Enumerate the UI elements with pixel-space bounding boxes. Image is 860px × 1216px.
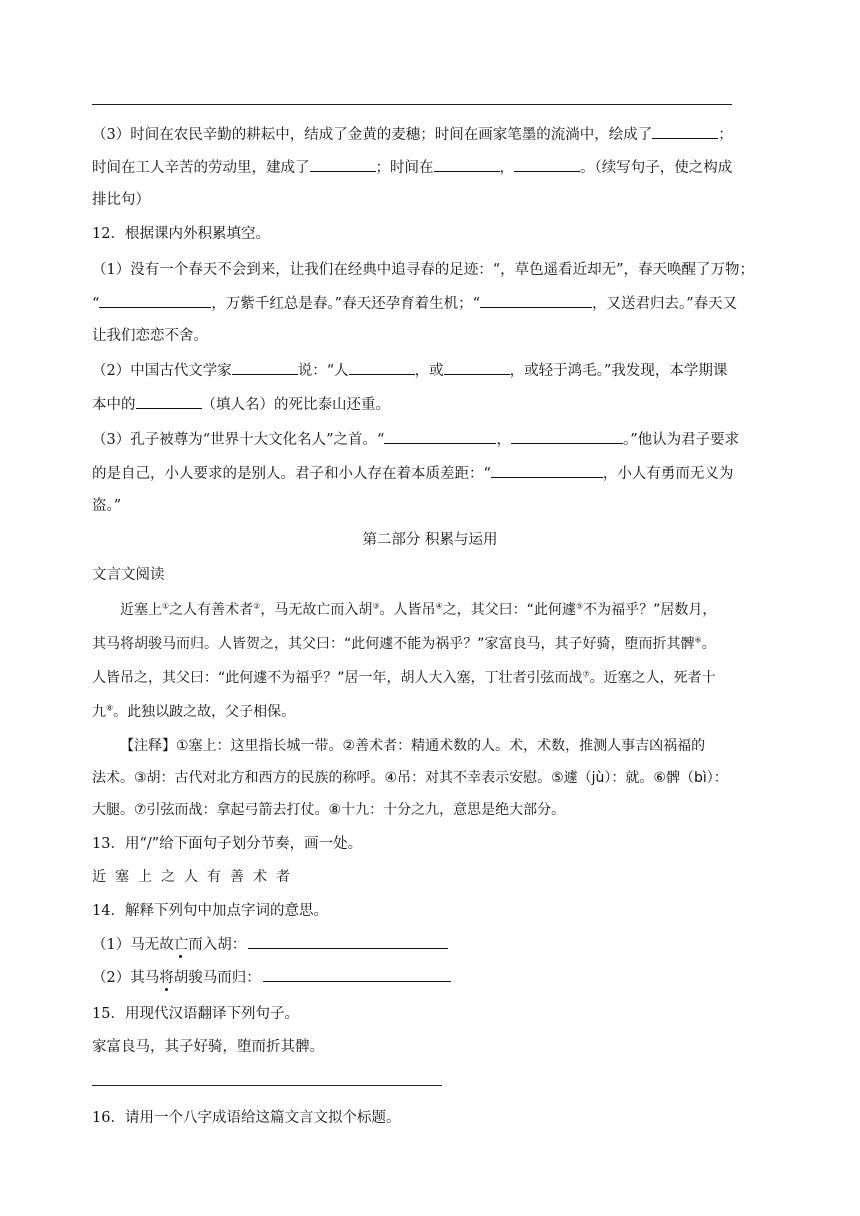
q11-3-line1: （3）时间在农民辛勤的耕耘中，结成了金黄的麦穗；时间在画家笔墨的流淌中，绘成了 ； (92, 124, 733, 145)
blank[interactable] (491, 463, 603, 478)
q12-title: 12．根据课内外积累填空。 (92, 226, 270, 242)
q12-3-line1: （3）孔子被尊为“世界十大文化名人”之首。“ ， 。”他认为君子要求 (92, 429, 739, 450)
notes-line3: 大腿。⑦引弦而战：拿起弓箭去打仗。⑧十九：十分之九，意思是绝大部分。 (92, 802, 566, 818)
q13-title: 13．用“/”给下面句子划分节奏，画一处。 (92, 836, 363, 852)
blank[interactable] (384, 429, 496, 444)
passage-line3: 人皆吊之，其父曰：“此何遽不为福乎？”居一年，胡人大入塞，丁壮者引弦而战⑦。近塞之人，死者十 (92, 669, 716, 686)
q12-3-line3: 盗。” (92, 498, 122, 514)
q11-3-line2: 时间在工人辛苦的劳动里，建成了 ；时间在 ， 。（续写句子，使之构成 (92, 157, 732, 178)
q12-1-line1: （1）没有一个春天不会到来，让我们在经典中追寻春的足迹：“，草色遥看近却无”，春天唤醒了万物； (92, 262, 755, 278)
notes-line1: 【注释】①塞上：这里指长城一带。②善术者：精通术数的人。术，术数，推测人事吉凶祸福的 (120, 738, 706, 754)
blank[interactable] (444, 360, 510, 375)
blank[interactable] (232, 360, 298, 375)
dotted-char: 亡 (173, 937, 189, 953)
q15-title: 15．用现代汉语翻译下列句子。 (92, 1006, 299, 1022)
blank[interactable] (310, 157, 376, 172)
section-title: 文言文阅读 (92, 567, 165, 583)
q11-3-line3: 排比句） (92, 192, 150, 208)
dotted-char: 将 (159, 970, 174, 986)
answer-line-top (92, 104, 732, 105)
q12-2-line1: （2）中国古代文学家 说：“人 ，或 ，或轻于鸿毛。”我发现，本学期课 (92, 360, 727, 381)
part2-heading: 第二部分 积累与运用 (362, 532, 498, 548)
notes-line2: 法术。③胡：古代对北方和西方的民族的称呼。④吊：对其不幸表示安慰。⑤遽（jù）：就。⑥髀（bì）： (92, 770, 728, 786)
q12-1-line2: “ ，万紫千红总是春。”春天还孕育着生机；“ ，又送君归去。”春天又 (92, 293, 737, 314)
answer-line-q15[interactable] (92, 1085, 442, 1086)
answer-field[interactable] (248, 934, 448, 949)
blank[interactable] (514, 157, 580, 172)
q12-2-line2: 本中的 （填人名）的死比泰山还重。 (92, 394, 390, 415)
blank[interactable] (480, 293, 592, 308)
blank[interactable] (99, 293, 211, 308)
q15-sentence: 家富良马，其子好骑，堕而折其髀。 (92, 1039, 324, 1055)
answer-field[interactable] (263, 967, 451, 982)
blank[interactable] (652, 124, 718, 139)
blank[interactable] (349, 360, 415, 375)
passage-line1: 近塞上①之人有善术者②，马无故亡而入胡③。人皆吊④之，其父曰：“此何遽⑤不为福乎？”居数月， (120, 601, 717, 618)
q14-item2: （2）其马将胡骏马而归： (92, 967, 451, 988)
passage-line2: 其马将胡骏马而归。人皆贺之，其父曰：“此何遽不能为祸乎？”家富良马，其子好骑，堕而折其髀⑥。 (92, 635, 716, 652)
blank[interactable] (511, 429, 623, 444)
q13-sentence: 近塞上之人有善术者 (92, 869, 299, 885)
q16-title: 16．请用一个八字成语给这篇文言文拟个标题。 (92, 1110, 401, 1126)
q12-1-line3: 让我们恋恋不舍。 (92, 328, 208, 344)
blank[interactable] (434, 157, 500, 172)
q14-item1: （1）马无故亡而入胡： (92, 934, 448, 955)
blank[interactable] (136, 394, 202, 409)
passage-line4: 九⑧。此独以跛之故，父子相保。 (92, 703, 296, 720)
q12-3-line2: 的是自己，小人要求的是别人。君子和小人存在着本质差距：“ ，小人有勇而无义为 (92, 463, 733, 484)
q14-title: 14．解释下列句中加点字词的意思。 (92, 903, 328, 919)
